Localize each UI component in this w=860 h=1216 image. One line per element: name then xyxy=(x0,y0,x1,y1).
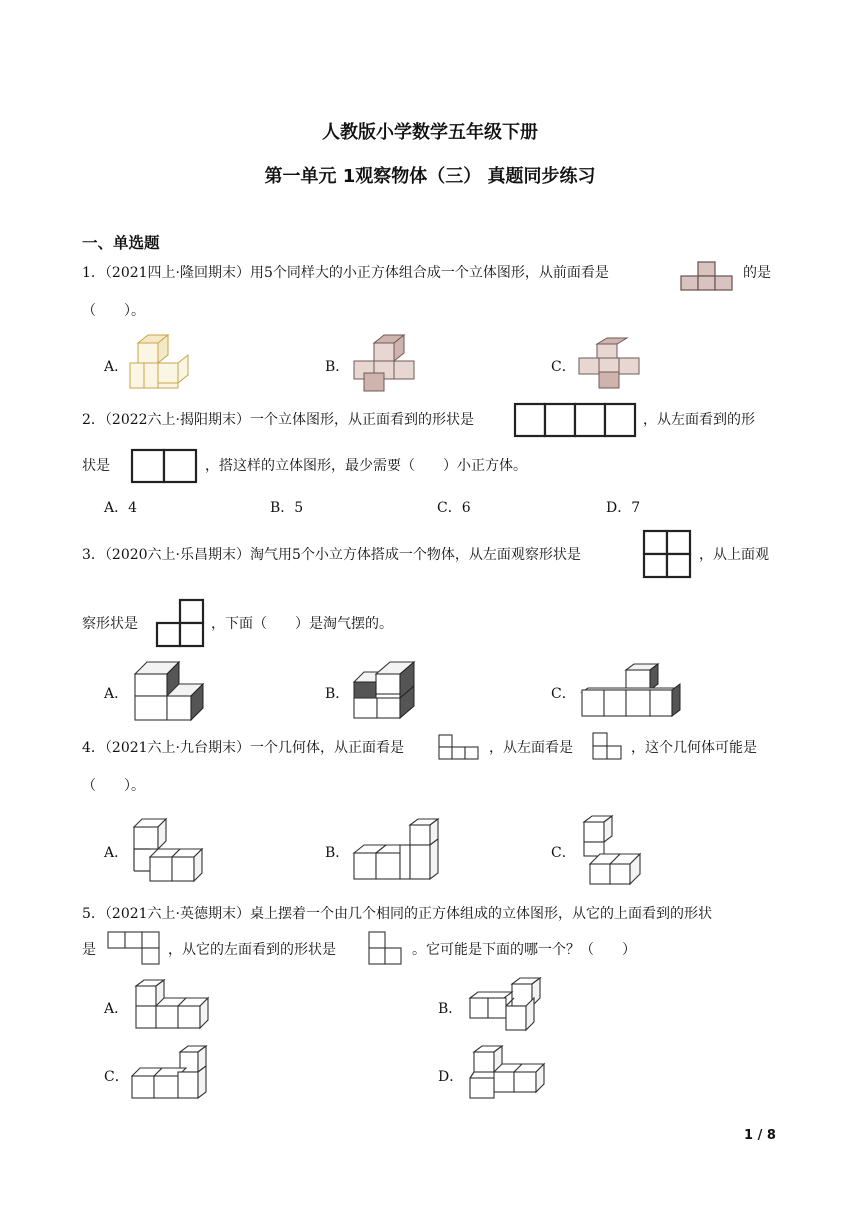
option-b-figure xyxy=(466,976,546,1034)
option-c[interactable]: C． xyxy=(551,845,576,861)
option-a[interactable]: A． xyxy=(104,359,129,375)
question-text: ，搭这样的立体图形，最少需要（ ）小正方体。 xyxy=(205,458,527,474)
option-a[interactable]: A． xyxy=(104,845,129,861)
top-view-figure xyxy=(106,930,162,970)
page-title: 人教版小学数学五年级下册 xyxy=(322,122,538,143)
option-a[interactable]: A．4 xyxy=(104,500,138,516)
question-text-end: 的是 xyxy=(743,265,771,281)
option-b[interactable]: B． xyxy=(325,686,350,702)
left-view-figure xyxy=(591,731,625,761)
option-c[interactable]: C．6 xyxy=(437,500,471,516)
option-b-figure xyxy=(352,660,418,722)
left-view-figure xyxy=(642,529,692,579)
question-text: 5．（2021六上·英德期末）桌上摆着一个由几个相同的正方体组成的立体图形，从它的上面看到的形状 xyxy=(82,906,712,922)
question-text: 1．（2021四上·隆回期末）用5个同样大的小正方体组合成一个立体图形，从前面看是 xyxy=(82,265,609,281)
option-c[interactable]: C． xyxy=(104,1069,129,1085)
option-a-figure xyxy=(132,978,212,1032)
option-a-figure xyxy=(133,658,207,724)
answer-blank: （ ）。 xyxy=(82,778,145,794)
question-text: 4．（2021六上·九台期末）一个几何体，从正面看是 xyxy=(82,740,404,756)
option-c[interactable]: C． xyxy=(551,359,576,375)
question-text: 3．（2020六上·乐昌期末）淘气用5个小立方体搭成一个物体，从左面观察形状是 xyxy=(82,547,581,563)
option-b[interactable]: B．5 xyxy=(270,500,304,516)
question-text-end: ，这个几何体可能是 xyxy=(631,740,757,756)
question-text: ，从左面看是 xyxy=(489,740,573,756)
top-view-figure xyxy=(155,598,205,648)
option-b-figure xyxy=(350,817,442,883)
question-text-end: 。它可能是下面的哪一个？（ ） xyxy=(412,942,636,958)
question-text: 状是 xyxy=(82,458,110,474)
option-d[interactable]: D．7 xyxy=(606,500,641,516)
option-d-figure xyxy=(466,1042,548,1102)
front-view-figure xyxy=(514,402,638,438)
page-subtitle: 第一单元 1观察物体（三） 真题同步练习 xyxy=(264,166,596,187)
question-text: 是 xyxy=(82,942,96,958)
option-b[interactable]: B． xyxy=(438,1001,463,1017)
option-c[interactable]: C． xyxy=(551,686,576,702)
option-b-figure xyxy=(352,333,418,395)
question-text: 2．（2022六上·揭阳期末）一个立体图形，从正面看到的形状是 xyxy=(82,412,474,428)
left-view-figure xyxy=(131,448,197,484)
front-view-figure xyxy=(681,260,733,292)
question-text: 察形状是 xyxy=(82,616,138,632)
page-number: 1 / 8 xyxy=(744,1128,776,1143)
option-a-figure xyxy=(130,817,206,885)
option-c-figure xyxy=(130,1044,210,1102)
option-d[interactable]: D． xyxy=(438,1069,464,1085)
option-b[interactable]: B． xyxy=(325,845,350,861)
front-view-figure xyxy=(437,733,483,761)
option-a[interactable]: A． xyxy=(104,1001,129,1017)
option-c-figure xyxy=(577,336,643,392)
section-heading: 一、单选题 xyxy=(82,234,160,252)
question-text-end: ，从上面观 xyxy=(699,547,769,563)
option-c-figure xyxy=(580,662,686,720)
answer-blank: （ ）。 xyxy=(82,303,145,319)
question-text-end: ，从左面看到的形 xyxy=(643,412,755,428)
question-text: ，下面（ ）是淘气摆的。 xyxy=(211,616,393,632)
question-text: ，从它的左面看到的形状是 xyxy=(168,942,336,958)
option-c-figure xyxy=(578,814,644,886)
option-a[interactable]: A． xyxy=(104,686,129,702)
left-view-figure xyxy=(367,930,405,970)
option-b[interactable]: B． xyxy=(325,359,350,375)
option-a-figure xyxy=(128,333,194,393)
